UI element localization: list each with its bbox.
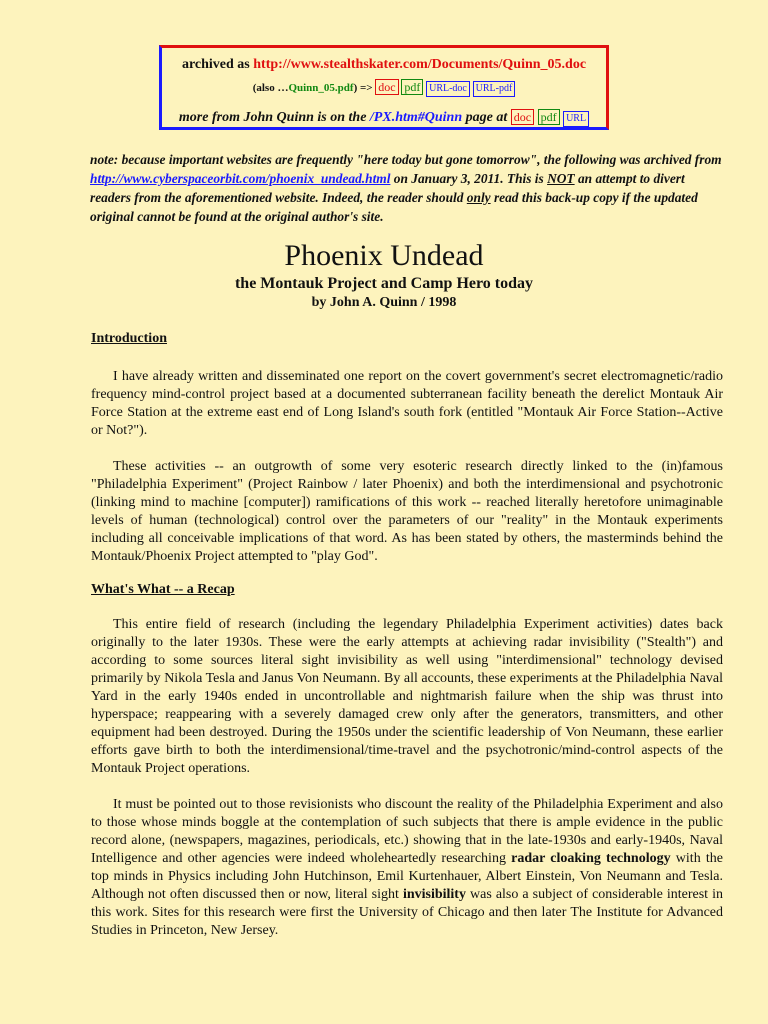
p4-bold-radar: radar cloaking technology — [511, 851, 671, 866]
p4-text-b: with the top minds in Physics including John Hutchinson, Emil Kurtenhauer, Albert Einstein, Von Neumann and Tesla. Although not often discussed then or now, literal sight — [91, 851, 723, 902]
page-title: Phoenix Undead — [284, 239, 484, 272]
byline: by John A. Quinn / 1998 — [311, 295, 457, 310]
also-open: (also … — [252, 82, 289, 94]
more-doc-button[interactable]: doc — [511, 109, 534, 125]
note-text-2: on January 3, 2011. This is — [390, 171, 548, 186]
also-file-link[interactable]: Quinn_05.pdf — [288, 82, 354, 94]
note-only: only — [466, 190, 491, 205]
paragraph-intro-1: I have already written and disseminated one report on the covert government's secret electromagnetic/radio frequency mind-control project based at a documented subterranean facility beneath the derelict Montauk Air Force Station at the extreme east end of Long Island's south fork (entitled "Montauk Air Force Station--Active or Not?"). — [91, 369, 723, 438]
note-not: NOT — [547, 171, 575, 186]
paragraph-recap-2 — [91, 796, 723, 940]
more-pdf-button[interactable]: pdf — [538, 109, 560, 125]
original-source-link[interactable]: http://www.cyberspaceorbit.com/phoenix_undead.html — [90, 171, 391, 186]
more-line — [162, 109, 606, 127]
also-arrow: ) => — [353, 82, 376, 94]
p4-text-c: was also a subject of considerable interest in this work. Sites for this research were first the University of Chicago and then later The Institute for Advanced Studies in Princeton, New Jersey. — [91, 887, 723, 938]
paragraph-recap-1: This entire field of research (including the legendary Philadelphia Experiment activities) dates back originally to the later 1930s. These were the early attempts at achieving radar invisibility ("Stealth") and according to some sources literal sight invisibility as well using "interdimensional" technology devised primarily by Nikola Tesla and Janus Von Neumann. By all accounts, these experiments at the Philadelphia Naval Yard in the early 1940s ended in uncontrollable and nightmarish failure when the ship was thrust into hyperspace; reappearing with a severely damaged crew only after the generators, transmitters, and other equipment had been destroyed. During the 1950s under the scientific leadership of Von Neumann, these earlier efforts gave birth to both the interdimensional/time-travel and the psychotronic/mind-control aspects of the Montauk Project operations. — [91, 617, 723, 776]
more-suffix: page at — [462, 110, 511, 125]
archive-box — [159, 45, 609, 130]
introduction-heading: Introduction — [91, 331, 167, 346]
archive-prefix: archived as — [181, 57, 254, 72]
archive-note — [90, 150, 722, 226]
p4-bold-invisibility: invisibility — [402, 887, 466, 902]
url-doc-label: URL-doc — [429, 83, 467, 94]
archive-url-link[interactable]: http://www.stealthskater.com/Documents/Quinn_05.doc — [253, 57, 587, 72]
p4-text-a: It must be pointed out to those revisionists who discount the reality of the Philadelphia Experiment and also to those whose minds boggle at the contemplation of such subjects that there is ample evidence in the public record alone, (newspapers, magazines, periodicals, etc.) showing that in the late-1930s and early-1940s, Naval Intelligence and other agencies were indeed wholeheartedly researching — [91, 797, 723, 866]
page-subtitle: the Montauk Project and Camp Hero today — [234, 275, 534, 292]
note-text-1: note: because important websites are frequently "here today but gone tomorrow", the following was archived from — [90, 152, 722, 167]
more-prefix: more from John Quinn is on the — [178, 110, 370, 125]
also-line — [162, 79, 606, 97]
px-quinn-link[interactable]: /PX.htm#Quinn — [369, 110, 463, 125]
more-url-button[interactable]: URL — [563, 111, 589, 127]
note-text-3: an attempt to divert readers from the aforementioned website. Indeed, the reader should — [90, 171, 685, 205]
doc-button[interactable]: doc — [375, 79, 398, 95]
archive-line — [162, 57, 606, 73]
recap-heading: What's What -- a Recap — [91, 582, 235, 597]
note-text-4: read this back-up copy if the updated original cannot be found at the original author's site. — [90, 190, 698, 224]
url-doc-button[interactable] — [426, 81, 470, 97]
url-pdf-button[interactable]: URL-pdf — [473, 81, 516, 97]
paragraph-intro-2: These activities -- an outgrowth of some very esoteric research directly linked to the (in)famous "Philadelphia Experiment" (Project Rainbow / later Phoenix) and both the interdimensional and psychotronic (linking mind to machine [computer]) ramifications of this work -- reached literally heretofore unimaginable levels of human (technological) control over the parameters of our "reality" in the Montauk experiments including all conceivable implications of that word. As has been stated by others, the masterminds behind the Montauk/Phoenix Project attempted to "play God". — [91, 459, 723, 564]
pdf-button[interactable]: pdf — [401, 79, 423, 95]
